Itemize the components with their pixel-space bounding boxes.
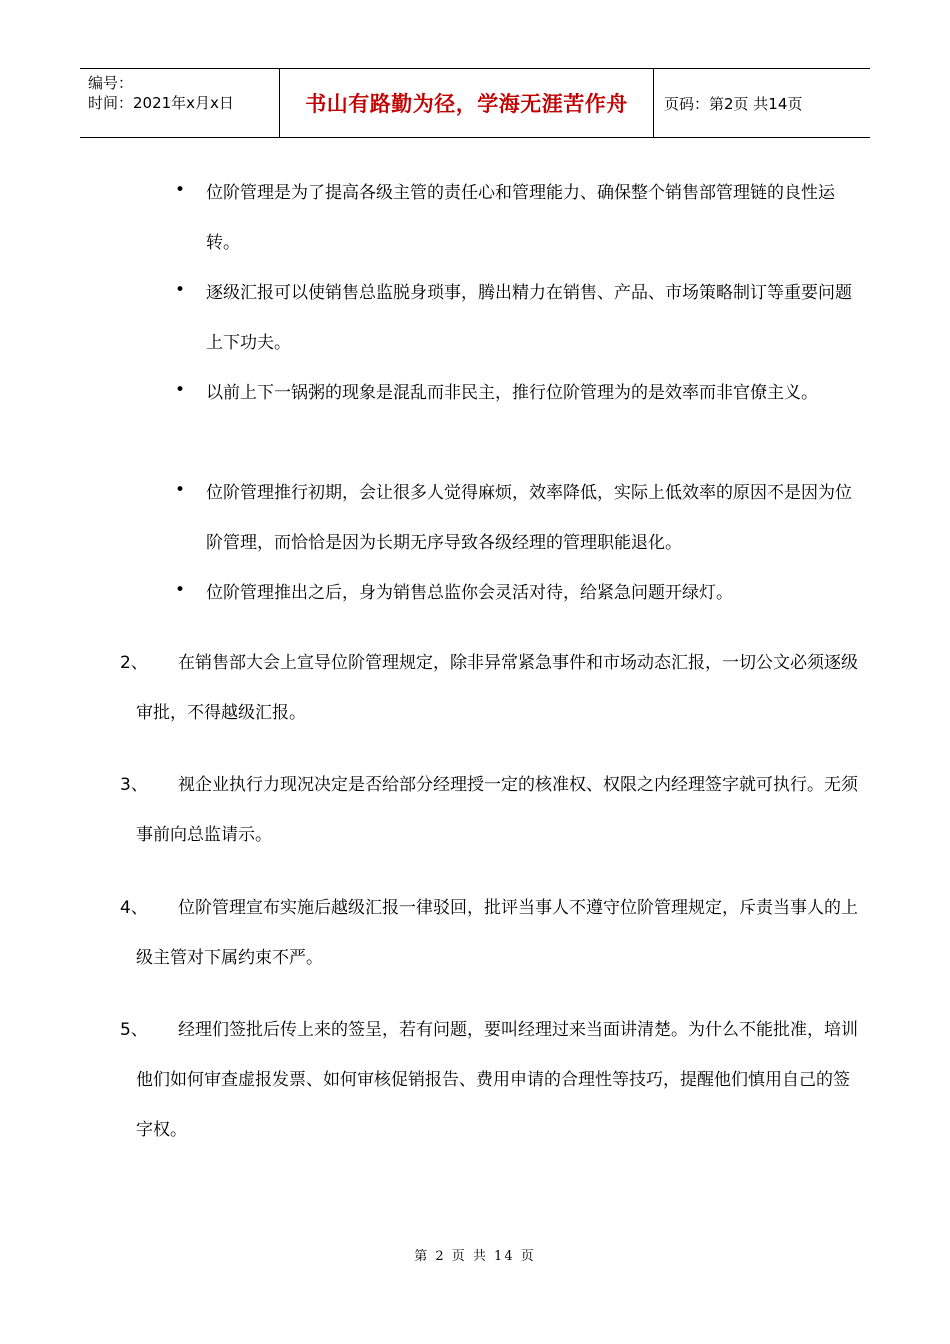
item-number: 2、 <box>120 653 148 673</box>
bullet-marker: • <box>175 280 186 300</box>
item-number: 4、 <box>120 898 148 918</box>
item-number: 3、 <box>120 775 148 795</box>
bullet-marker: • <box>175 480 186 500</box>
bullet-marker: • <box>175 580 186 600</box>
header-page-number: 页码：第2页 共14页 <box>664 94 803 113</box>
item-number: 5、 <box>120 1020 148 1040</box>
bullet-paragraph-3: 以前上下一锅粥的现象是混乱而非民主，推行位阶管理为的是效率而非官僚主义。 <box>206 383 818 403</box>
numbered-paragraph-5: 经理们签批后传上来的签呈，若有问题，要叫经理过来当面讲清楚。为什么不能批准，培训他们如何审查虚报发票、如何审核促销报告、费用申请的合理性等技巧，提醒他们慎用自己的签字权。 <box>136 1020 858 1140</box>
document-number-label: 编号： <box>88 74 134 92</box>
numbered-paragraph-2: 在销售部大会上宣导位阶管理规定，除非异常紧急事件和市场动态汇报，一切公文必须逐级审批，不得越级汇报。 <box>136 653 858 723</box>
header-motto: 书山有路勤为径，学海无涯苦作舟 <box>280 69 654 137</box>
numbered-paragraph-4: 位阶管理宣布实施后越级汇报一律驳回，批评当事人不遵守位阶管理规定，斥责当事人的上级主管对下属约束不严。 <box>136 898 858 968</box>
bullet-paragraph-4: 位阶管理推行初期，会让很多人觉得麻烦，效率降低，实际上低效率的原因不是因为位阶管理，而恰恰是因为长期无序导致各级经理的管理职能退化。 <box>206 483 852 553</box>
bullet-paragraph-1: 位阶管理是为了提高各级主管的责任心和管理能力、确保整个销售部管理链的良性运转。 <box>206 183 835 253</box>
bullet-paragraph-2: 逐级汇报可以使销售总监脱身琐事，腾出精力在销售、产品、市场策略制订等重要问题上下功夫。 <box>206 283 852 353</box>
bullet-paragraph-5: 位阶管理推出之后，身为销售总监你会灵活对待，给紧急问题开绿灯。 <box>206 583 733 603</box>
header-meta <box>80 69 280 137</box>
bullet-marker: • <box>175 180 186 200</box>
page-header <box>80 68 870 138</box>
document-date: 时间：2021年x月x日 <box>88 94 234 112</box>
page-footer: 第 2 页 共 14 页 <box>414 1249 536 1264</box>
bullet-marker: • <box>175 380 186 400</box>
numbered-paragraph-3: 视企业执行力现况决定是否给部分经理授一定的核准权、权限之内经理签字就可执行。无须事前向总监请示。 <box>136 775 858 845</box>
